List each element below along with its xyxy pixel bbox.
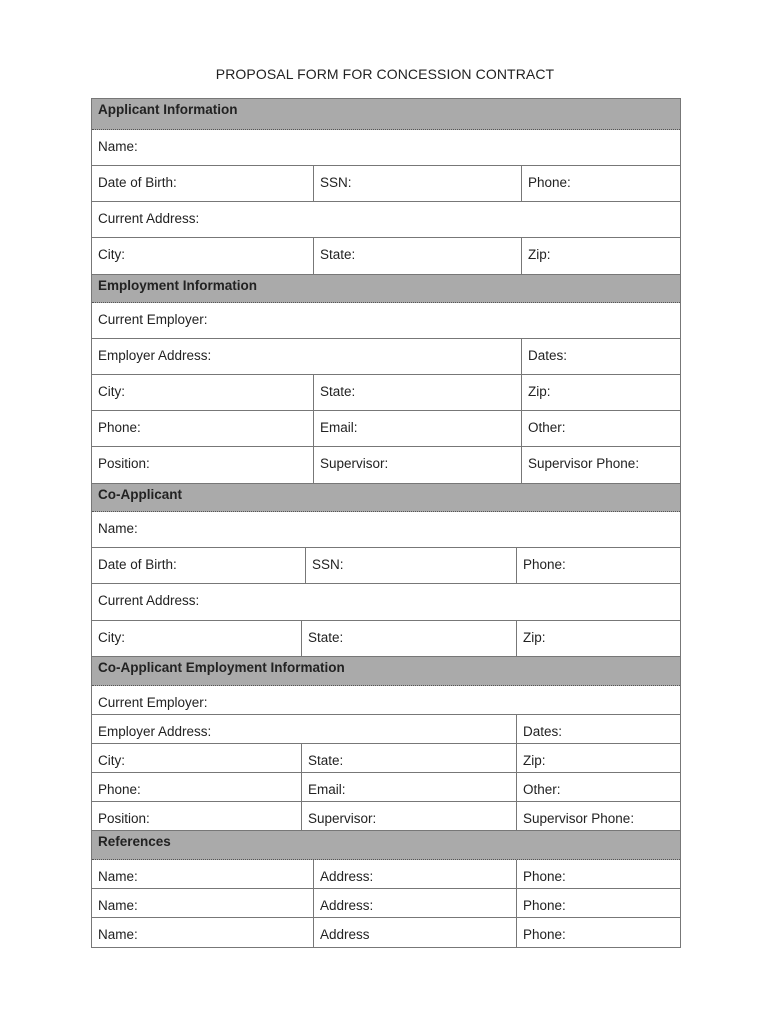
field-label: Current Address: — [98, 593, 200, 608]
field-label: Zip: — [523, 753, 546, 768]
form-row — [92, 744, 680, 773]
field-current-employer[interactable] — [92, 686, 680, 714]
form-row — [92, 303, 680, 339]
field-phone[interactable] — [92, 773, 301, 801]
form-row — [92, 375, 680, 411]
field-label: Phone: — [528, 175, 571, 190]
field-label: Supervisor Phone: — [523, 811, 635, 826]
field-state[interactable] — [313, 238, 521, 274]
form-row — [92, 918, 680, 948]
form-row — [92, 860, 680, 889]
field-current-employer[interactable] — [92, 303, 680, 338]
field-zip[interactable] — [516, 744, 680, 772]
field-label: City: — [98, 630, 125, 645]
field-ssn[interactable] — [313, 166, 521, 201]
form-row — [92, 130, 680, 166]
field-label: Phone: — [523, 898, 566, 913]
field-label: Other: — [528, 420, 566, 435]
field-address[interactable] — [313, 860, 516, 888]
field-employer-address[interactable] — [92, 339, 521, 374]
field-zip[interactable] — [516, 621, 680, 656]
field-position[interactable] — [92, 802, 301, 830]
form-row — [92, 411, 680, 447]
field-label: Dates: — [523, 724, 563, 739]
field-label: Phone: — [523, 927, 566, 942]
section-title-cell — [92, 484, 680, 511]
form-row — [92, 548, 680, 584]
form-row — [92, 773, 680, 802]
field-address[interactable] — [313, 889, 516, 917]
field-label: Email: — [320, 420, 358, 435]
form-row — [92, 512, 680, 548]
field-label: Zip: — [523, 630, 546, 645]
section-header — [92, 275, 680, 303]
section-header — [92, 484, 680, 512]
field-label: Address: — [320, 898, 374, 913]
section-header — [92, 831, 680, 860]
field-label: Name: — [98, 521, 138, 536]
form-row — [92, 715, 680, 744]
field-label: SSN: — [320, 175, 352, 190]
field-label: State: — [320, 247, 356, 262]
field-dates[interactable] — [516, 715, 680, 743]
section-title: Co-Applicant — [98, 487, 182, 502]
field-email[interactable] — [301, 773, 516, 801]
field-label: Zip: — [528, 247, 551, 262]
field-city[interactable] — [92, 375, 313, 410]
field-position[interactable] — [92, 447, 313, 483]
field-label: Employer Address: — [98, 348, 212, 363]
field-phone[interactable] — [516, 548, 680, 583]
field-label: Phone: — [523, 557, 566, 572]
field-other[interactable] — [521, 411, 680, 446]
form-row — [92, 238, 680, 275]
field-label: State: — [308, 753, 344, 768]
field-label: Employer Address: — [98, 724, 212, 739]
field-dates[interactable] — [521, 339, 680, 374]
section-header — [92, 99, 680, 130]
field-label: State: — [308, 630, 344, 645]
field-state[interactable] — [301, 621, 516, 656]
field-address[interactable] — [313, 918, 516, 947]
field-city[interactable] — [92, 621, 301, 656]
field-label: Position: — [98, 456, 150, 471]
field-label: Name: — [98, 139, 138, 154]
page-title: PROPOSAL FORM FOR CONCESSION CONTRACT — [215, 66, 555, 82]
field-supervisor[interactable] — [301, 802, 516, 830]
field-phone[interactable] — [516, 860, 680, 888]
section-title: Employment Information — [98, 278, 258, 293]
field-current-address[interactable] — [92, 584, 680, 620]
field-name[interactable] — [92, 860, 313, 888]
field-label: State: — [320, 384, 356, 399]
field-label: Dates: — [528, 348, 568, 363]
field-label: Phone: — [523, 869, 566, 884]
field-city[interactable] — [92, 238, 313, 274]
field-phone[interactable] — [516, 918, 680, 947]
field-name[interactable] — [92, 130, 680, 165]
form-row — [92, 339, 680, 375]
field-label: Phone: — [98, 420, 141, 435]
section-title-cell — [92, 99, 680, 129]
field-email[interactable] — [313, 411, 521, 446]
field-label: Date of Birth: — [98, 557, 177, 572]
field-label: SSN: — [312, 557, 344, 572]
field-label: Supervisor Phone: — [528, 456, 640, 471]
field-label: Supervisor: — [308, 811, 377, 826]
form-row — [92, 889, 680, 918]
section-title: References — [98, 834, 171, 849]
form-row — [92, 686, 680, 715]
field-label: Date of Birth: — [98, 175, 177, 190]
field-supervisor[interactable] — [313, 447, 521, 483]
field-phone[interactable] — [521, 166, 680, 201]
field-zip[interactable] — [521, 375, 680, 410]
field-label: Current Address: — [98, 211, 200, 226]
field-label: City: — [98, 247, 125, 262]
field-label: Name: — [98, 898, 138, 913]
field-label: Email: — [308, 782, 346, 797]
form-row — [92, 447, 680, 484]
section-title-cell — [92, 657, 680, 685]
form-row — [92, 202, 680, 238]
field-current-address[interactable] — [92, 202, 680, 237]
field-other[interactable] — [516, 773, 680, 801]
field-name[interactable] — [92, 512, 680, 547]
field-label: Name: — [98, 927, 138, 942]
section-title-cell — [92, 831, 680, 859]
field-name[interactable] — [92, 918, 313, 947]
field-label: Current Employer: — [98, 312, 208, 327]
form-row — [92, 621, 680, 657]
field-supervisor-phone[interactable] — [516, 802, 680, 830]
field-label: Position: — [98, 811, 150, 826]
field-label: City: — [98, 384, 125, 399]
section-title: Co-Applicant Employment Information — [98, 660, 345, 675]
form-row — [92, 166, 680, 202]
field-label: Zip: — [528, 384, 551, 399]
form-row — [92, 584, 680, 621]
field-label: Phone: — [98, 782, 141, 797]
section-title-cell — [92, 275, 680, 302]
field-ssn[interactable] — [305, 548, 516, 583]
field-label: Address: — [320, 869, 374, 884]
field-city[interactable] — [92, 744, 301, 772]
field-label: Supervisor: — [320, 456, 389, 471]
field-state[interactable] — [301, 744, 516, 772]
field-date-of-birth[interactable] — [92, 166, 313, 201]
field-label: City: — [98, 753, 125, 768]
field-phone[interactable] — [92, 411, 313, 446]
field-date-of-birth[interactable] — [92, 548, 305, 583]
field-label: Name: — [98, 869, 138, 884]
proposal-form — [91, 98, 681, 948]
field-label: Other: — [523, 782, 561, 797]
field-state[interactable] — [313, 375, 521, 410]
field-label: Current Employer: — [98, 695, 208, 710]
section-header — [92, 657, 680, 686]
field-employer-address[interactable] — [92, 715, 516, 743]
field-phone[interactable] — [516, 889, 680, 917]
form-row — [92, 802, 680, 831]
field-zip[interactable] — [521, 238, 680, 274]
field-name[interactable] — [92, 889, 313, 917]
field-label: Address — [320, 927, 370, 942]
field-supervisor-phone[interactable] — [521, 447, 680, 483]
section-title: Applicant Information — [98, 102, 238, 117]
